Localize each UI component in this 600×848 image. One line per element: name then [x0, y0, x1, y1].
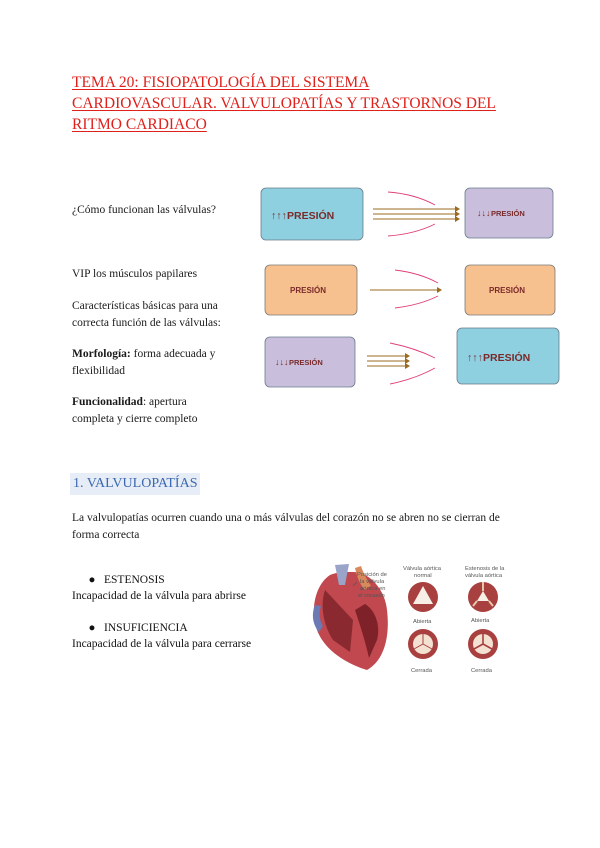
bullet-label: ESTENOSIS: [104, 574, 165, 586]
row2-valve-bottom: [395, 296, 438, 308]
vip-text: VIP los músculos papilares: [72, 268, 198, 280]
stenosis-valve-label-1: Estenosis de la: [465, 566, 505, 572]
page-title: [72, 72, 542, 135]
funcionalidad-desc-2: completa y cierre completo: [72, 413, 198, 425]
morfologia-text: [72, 346, 262, 380]
row3-arrowhead-1: [405, 353, 410, 359]
row1-valve-bottom: [388, 224, 435, 236]
funcionalidad-label: Funcionalidad: [72, 396, 143, 408]
row1-valve-top: [388, 192, 435, 205]
section1-description: [72, 510, 542, 544]
row3-arrowhead-3: [405, 363, 410, 369]
row2-right-label: PRESIÓN: [489, 286, 526, 295]
funcionalidad-desc: : apertura: [142, 396, 187, 408]
normal-valve-label-2: normal: [414, 573, 432, 579]
stenosis-valve-open-icon: [468, 582, 498, 612]
aortic-valve-illustration: [305, 560, 535, 675]
normal-closed-label: Cerrada: [411, 668, 432, 674]
row3-right-arrows: ↑↑↑: [467, 352, 483, 364]
row1-arrowhead-3: [455, 216, 460, 222]
row2-left-label: PRESIÓN: [290, 286, 327, 295]
question-text: ¿Cómo funcionan las válvulas?: [72, 204, 217, 216]
row1-left-arrows: ↑↑↑: [271, 210, 287, 222]
row3-valve-bottom: [390, 368, 435, 384]
stenosis-open-label: Abierta: [471, 618, 490, 624]
morfologia-desc: forma adecuada y: [130, 348, 216, 360]
row3-arrowhead-2: [405, 358, 410, 364]
normal-valve-closed-icon: [408, 629, 438, 659]
funcionalidad-text: [72, 394, 262, 428]
bullet-label: INSUFICIENCIA: [104, 622, 188, 634]
valve-pressure-diagram: [255, 180, 565, 395]
normal-open-label: Abierta: [413, 619, 432, 625]
title-line-3: RITMO CARDIACO: [72, 116, 207, 133]
heart-label-4: el corazón: [358, 593, 385, 599]
caracteristicas-line-1: Características básicas para una: [72, 300, 218, 312]
row3-left-arrows: ↓↓↓: [275, 357, 289, 367]
section-heading-valvulopatias: 1. VALVULOPATÍAS: [70, 473, 200, 495]
bullet-icon: ●: [88, 622, 96, 634]
morfologia-desc-2: flexibilidad: [72, 365, 126, 377]
row2-arrowhead: [437, 287, 442, 293]
caracteristicas-text: [72, 298, 262, 332]
row1-right-arrows: ↓↓↓: [477, 208, 491, 218]
stenosis-valve-label-2: válvula aórtica: [465, 573, 503, 579]
stenosis-valve-closed-icon: [468, 629, 498, 659]
list-item-estenosis: [80, 572, 165, 588]
list-item-insuficiencia: [80, 620, 188, 636]
row3-right-label: PRESIÓN: [483, 352, 531, 364]
heart-label-1: Posición de: [357, 572, 387, 578]
row1-right-label: PRESIÓN: [491, 209, 525, 218]
heart-label-3: aórtica en: [360, 586, 386, 592]
bullet-desc-estenosis: Incapacidad de la válvula para abrirse: [72, 590, 246, 602]
bullet-icon: ●: [88, 574, 96, 586]
caracteristicas-line-2: correcta función de las válvulas:: [72, 317, 221, 329]
morfologia-label: Morfología:: [72, 348, 131, 360]
title-line-1: TEMA 20: FISIOPATOLOGÍA DEL SISTEMA: [72, 74, 370, 91]
heart-label-2: la válvula: [360, 579, 385, 585]
bullet-desc-insuficiencia: Incapacidad de la válvula para cerrarse: [72, 638, 252, 650]
title-line-2: CARDIOVASCULAR. VALVULOPATÍAS Y TRASTORNOS DEL: [72, 95, 496, 112]
normal-valve-open-icon: [408, 582, 438, 612]
row2-valve-top: [395, 270, 438, 283]
row1-left-label: PRESIÓN: [287, 210, 335, 222]
row1-arrowhead-2: [455, 211, 460, 217]
row3-left-label: PRESIÓN: [289, 358, 323, 367]
stenosis-closed-label: Cerrada: [471, 668, 492, 674]
section1-description-line-2: forma correcta: [72, 529, 140, 541]
row1-arrowhead-1: [455, 206, 460, 212]
section1-description-line-1: La valvulopatías ocurren cuando una o más válvulas del corazón no se abren no se cierran de: [72, 512, 500, 524]
normal-valve-label-1: Válvula aórtica: [403, 566, 442, 572]
